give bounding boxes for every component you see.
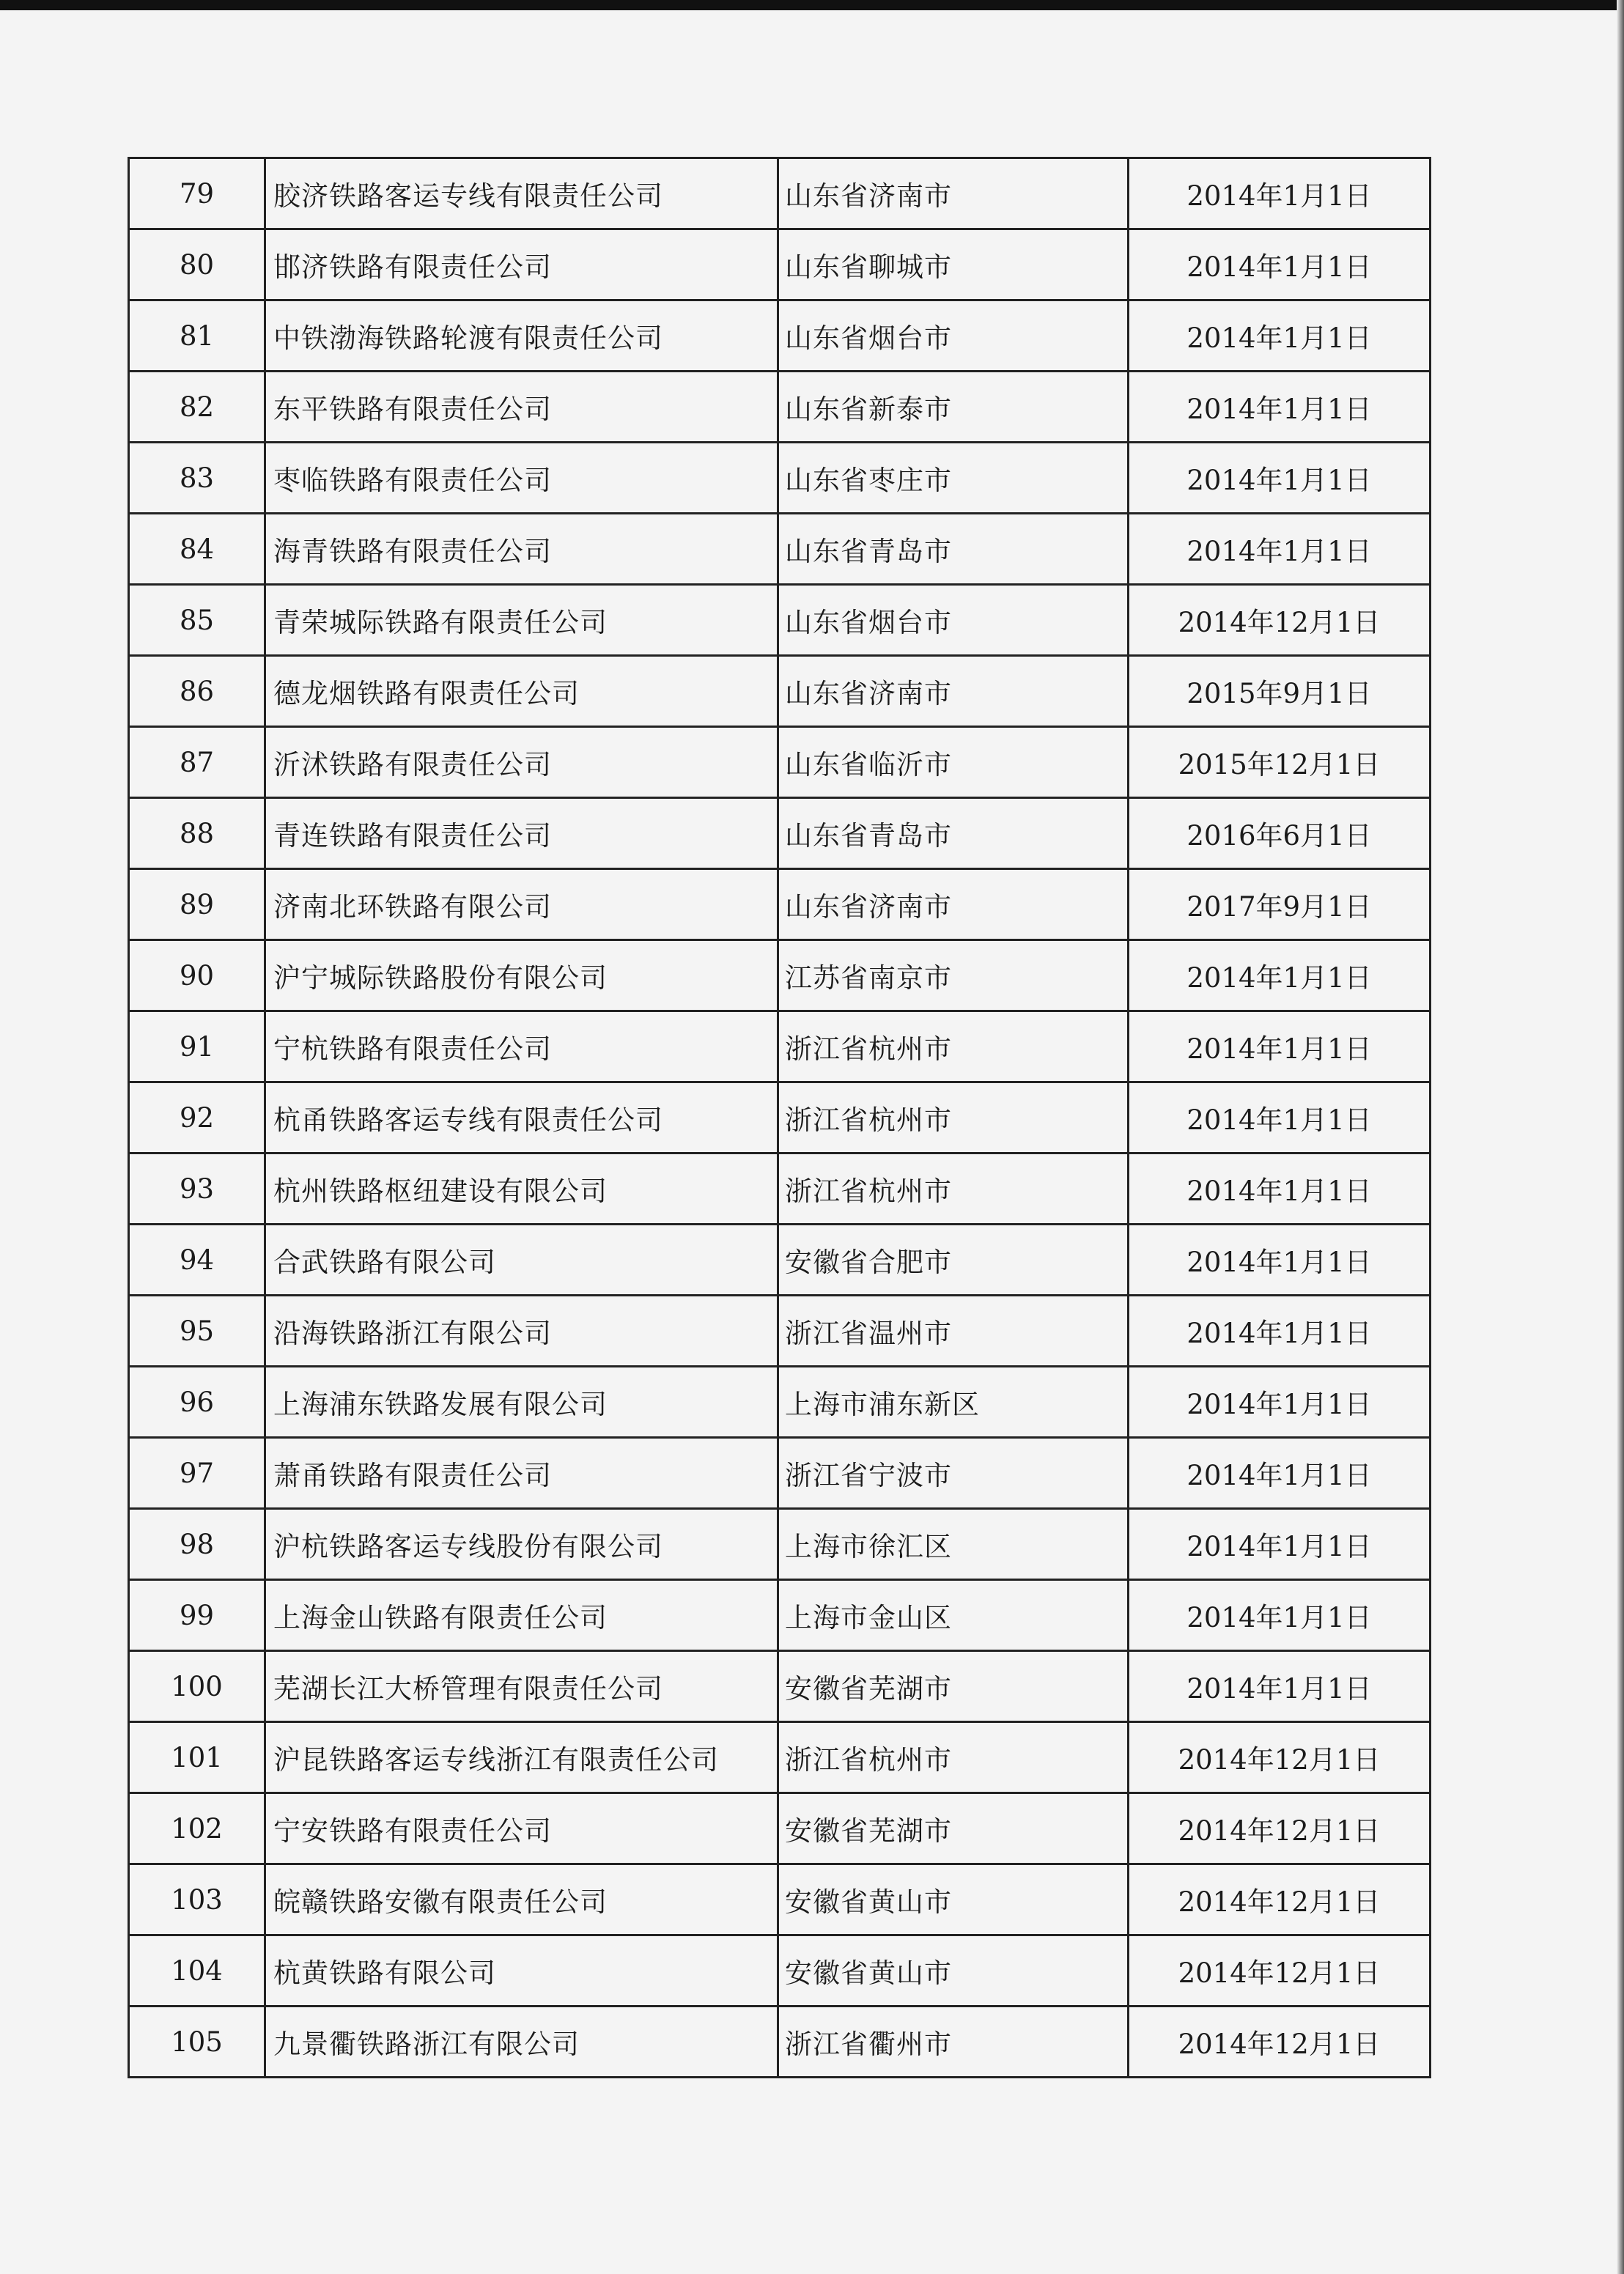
effective-date-cell: 2014年1月1日 bbox=[1129, 1011, 1431, 1082]
location-cell: 山东省济南市 bbox=[778, 656, 1129, 727]
location-cell: 山东省烟台市 bbox=[778, 585, 1129, 656]
location-cell: 安徽省合肥市 bbox=[778, 1225, 1129, 1296]
effective-date-cell: 2015年9月1日 bbox=[1129, 656, 1431, 727]
table-body bbox=[129, 158, 1431, 2078]
table-row bbox=[129, 940, 1431, 1011]
company-name-cell: 沂沭铁路有限责任公司 bbox=[265, 727, 778, 798]
company-name-cell: 中铁渤海铁路轮渡有限责任公司 bbox=[265, 300, 778, 372]
effective-date-cell: 2014年12月1日 bbox=[1129, 1722, 1431, 1793]
effective-date-cell: 2014年1月1日 bbox=[1129, 514, 1431, 585]
company-name-cell: 宁杭铁路有限责任公司 bbox=[265, 1011, 778, 1082]
effective-date-cell: 2014年1月1日 bbox=[1129, 1225, 1431, 1296]
table-row bbox=[129, 514, 1431, 585]
table-row bbox=[129, 869, 1431, 940]
location-cell: 浙江省杭州市 bbox=[778, 1082, 1129, 1153]
table-row bbox=[129, 1935, 1431, 2007]
location-cell: 浙江省衢州市 bbox=[778, 2007, 1129, 2078]
company-name-cell: 济南北环铁路有限公司 bbox=[265, 869, 778, 940]
row-number-cell: 105 bbox=[129, 2007, 265, 2078]
row-number-cell: 88 bbox=[129, 798, 265, 869]
row-number-cell: 80 bbox=[129, 229, 265, 300]
location-cell: 山东省临沂市 bbox=[778, 727, 1129, 798]
location-cell: 浙江省温州市 bbox=[778, 1296, 1129, 1367]
table-row bbox=[129, 1296, 1431, 1367]
table-row bbox=[129, 300, 1431, 372]
row-number-cell: 79 bbox=[129, 158, 265, 229]
location-cell: 浙江省杭州市 bbox=[778, 1722, 1129, 1793]
effective-date-cell: 2014年1月1日 bbox=[1129, 443, 1431, 514]
row-number-cell: 87 bbox=[129, 727, 265, 798]
company-name-cell: 九景衢铁路浙江有限公司 bbox=[265, 2007, 778, 2078]
table-row bbox=[129, 1367, 1431, 1438]
effective-date-cell: 2014年1月1日 bbox=[1129, 1580, 1431, 1651]
effective-date-cell: 2014年1月1日 bbox=[1129, 158, 1431, 229]
company-name-cell: 杭甬铁路客运专线有限责任公司 bbox=[265, 1082, 778, 1153]
company-name-cell: 合武铁路有限公司 bbox=[265, 1225, 778, 1296]
row-number-cell: 91 bbox=[129, 1011, 265, 1082]
table-row bbox=[129, 229, 1431, 300]
company-name-cell: 杭州铁路枢纽建设有限公司 bbox=[265, 1153, 778, 1225]
effective-date-cell: 2014年12月1日 bbox=[1129, 585, 1431, 656]
scan-edge-right bbox=[1617, 0, 1624, 2274]
company-name-cell: 沪昆铁路客运专线浙江有限责任公司 bbox=[265, 1722, 778, 1793]
company-name-cell: 沿海铁路浙江有限公司 bbox=[265, 1296, 778, 1367]
location-cell: 浙江省杭州市 bbox=[778, 1153, 1129, 1225]
effective-date-cell: 2014年1月1日 bbox=[1129, 229, 1431, 300]
effective-date-cell: 2015年12月1日 bbox=[1129, 727, 1431, 798]
location-cell: 山东省济南市 bbox=[778, 869, 1129, 940]
company-name-cell: 青连铁路有限责任公司 bbox=[265, 798, 778, 869]
company-name-cell: 德龙烟铁路有限责任公司 bbox=[265, 656, 778, 727]
table-row bbox=[129, 1153, 1431, 1225]
effective-date-cell: 2014年1月1日 bbox=[1129, 1296, 1431, 1367]
company-name-cell: 海青铁路有限责任公司 bbox=[265, 514, 778, 585]
table-row bbox=[129, 727, 1431, 798]
effective-date-cell: 2014年12月1日 bbox=[1129, 2007, 1431, 2078]
location-cell: 山东省济南市 bbox=[778, 158, 1129, 229]
table-row bbox=[129, 158, 1431, 229]
row-number-cell: 95 bbox=[129, 1296, 265, 1367]
row-number-cell: 84 bbox=[129, 514, 265, 585]
table-row bbox=[129, 1509, 1431, 1580]
effective-date-cell: 2017年9月1日 bbox=[1129, 869, 1431, 940]
row-number-cell: 85 bbox=[129, 585, 265, 656]
row-number-cell: 92 bbox=[129, 1082, 265, 1153]
row-number-cell: 104 bbox=[129, 1935, 265, 2007]
table-row bbox=[129, 1864, 1431, 1935]
location-cell: 浙江省杭州市 bbox=[778, 1011, 1129, 1082]
location-cell: 江苏省南京市 bbox=[778, 940, 1129, 1011]
location-cell: 安徽省芜湖市 bbox=[778, 1651, 1129, 1722]
effective-date-cell: 2016年6月1日 bbox=[1129, 798, 1431, 869]
effective-date-cell: 2014年1月1日 bbox=[1129, 1367, 1431, 1438]
row-number-cell: 81 bbox=[129, 300, 265, 372]
row-number-cell: 93 bbox=[129, 1153, 265, 1225]
location-cell: 山东省枣庄市 bbox=[778, 443, 1129, 514]
row-number-cell: 90 bbox=[129, 940, 265, 1011]
row-number-cell: 82 bbox=[129, 372, 265, 443]
row-number-cell: 94 bbox=[129, 1225, 265, 1296]
effective-date-cell: 2014年1月1日 bbox=[1129, 1509, 1431, 1580]
effective-date-cell: 2014年1月1日 bbox=[1129, 1153, 1431, 1225]
row-number-cell: 98 bbox=[129, 1509, 265, 1580]
effective-date-cell: 2014年12月1日 bbox=[1129, 1864, 1431, 1935]
location-cell: 山东省青岛市 bbox=[778, 514, 1129, 585]
row-number-cell: 83 bbox=[129, 443, 265, 514]
company-name-cell: 邯济铁路有限责任公司 bbox=[265, 229, 778, 300]
company-name-cell: 枣临铁路有限责任公司 bbox=[265, 443, 778, 514]
table-row bbox=[129, 2007, 1431, 2078]
table-row bbox=[129, 1225, 1431, 1296]
effective-date-cell: 2014年1月1日 bbox=[1129, 372, 1431, 443]
company-name-cell: 杭黄铁路有限公司 bbox=[265, 1935, 778, 2007]
location-cell: 安徽省黄山市 bbox=[778, 1864, 1129, 1935]
table-row bbox=[129, 1651, 1431, 1722]
row-number-cell: 97 bbox=[129, 1438, 265, 1509]
row-number-cell: 101 bbox=[129, 1722, 265, 1793]
location-cell: 安徽省芜湖市 bbox=[778, 1793, 1129, 1864]
location-cell: 山东省新泰市 bbox=[778, 372, 1129, 443]
table-row bbox=[129, 585, 1431, 656]
company-name-cell: 青荣城际铁路有限责任公司 bbox=[265, 585, 778, 656]
row-number-cell: 103 bbox=[129, 1864, 265, 1935]
company-name-cell: 皖赣铁路安徽有限责任公司 bbox=[265, 1864, 778, 1935]
company-name-cell: 上海浦东铁路发展有限公司 bbox=[265, 1367, 778, 1438]
table-row bbox=[129, 1722, 1431, 1793]
railway-company-table bbox=[128, 157, 1431, 2078]
row-number-cell: 96 bbox=[129, 1367, 265, 1438]
company-name-cell: 宁安铁路有限责任公司 bbox=[265, 1793, 778, 1864]
table-row bbox=[129, 372, 1431, 443]
row-number-cell: 102 bbox=[129, 1793, 265, 1864]
effective-date-cell: 2014年1月1日 bbox=[1129, 1438, 1431, 1509]
company-name-cell: 沪杭铁路客运专线股份有限公司 bbox=[265, 1509, 778, 1580]
location-cell: 上海市金山区 bbox=[778, 1580, 1129, 1651]
effective-date-cell: 2014年12月1日 bbox=[1129, 1793, 1431, 1864]
document-page bbox=[128, 157, 1429, 2078]
effective-date-cell: 2014年1月1日 bbox=[1129, 1082, 1431, 1153]
table-row bbox=[129, 1438, 1431, 1509]
effective-date-cell: 2014年1月1日 bbox=[1129, 300, 1431, 372]
location-cell: 山东省青岛市 bbox=[778, 798, 1129, 869]
table-row bbox=[129, 1580, 1431, 1651]
table-row bbox=[129, 1011, 1431, 1082]
location-cell: 山东省聊城市 bbox=[778, 229, 1129, 300]
location-cell: 上海市浦东新区 bbox=[778, 1367, 1129, 1438]
row-number-cell: 99 bbox=[129, 1580, 265, 1651]
company-name-cell: 沪宁城际铁路股份有限公司 bbox=[265, 940, 778, 1011]
row-number-cell: 100 bbox=[129, 1651, 265, 1722]
row-number-cell: 86 bbox=[129, 656, 265, 727]
company-name-cell: 胶济铁路客运专线有限责任公司 bbox=[265, 158, 778, 229]
company-name-cell: 芜湖长江大桥管理有限责任公司 bbox=[265, 1651, 778, 1722]
company-name-cell: 萧甬铁路有限责任公司 bbox=[265, 1438, 778, 1509]
location-cell: 安徽省黄山市 bbox=[778, 1935, 1129, 2007]
location-cell: 浙江省宁波市 bbox=[778, 1438, 1129, 1509]
table-row bbox=[129, 1082, 1431, 1153]
row-number-cell: 89 bbox=[129, 869, 265, 940]
location-cell: 山东省烟台市 bbox=[778, 300, 1129, 372]
table-row bbox=[129, 798, 1431, 869]
company-name-cell: 上海金山铁路有限责任公司 bbox=[265, 1580, 778, 1651]
table-row bbox=[129, 656, 1431, 727]
scan-edge-top bbox=[0, 0, 1624, 10]
table-row bbox=[129, 1793, 1431, 1864]
table-row bbox=[129, 443, 1431, 514]
company-name-cell: 东平铁路有限责任公司 bbox=[265, 372, 778, 443]
effective-date-cell: 2014年1月1日 bbox=[1129, 1651, 1431, 1722]
effective-date-cell: 2014年12月1日 bbox=[1129, 1935, 1431, 2007]
location-cell: 上海市徐汇区 bbox=[778, 1509, 1129, 1580]
effective-date-cell: 2014年1月1日 bbox=[1129, 940, 1431, 1011]
